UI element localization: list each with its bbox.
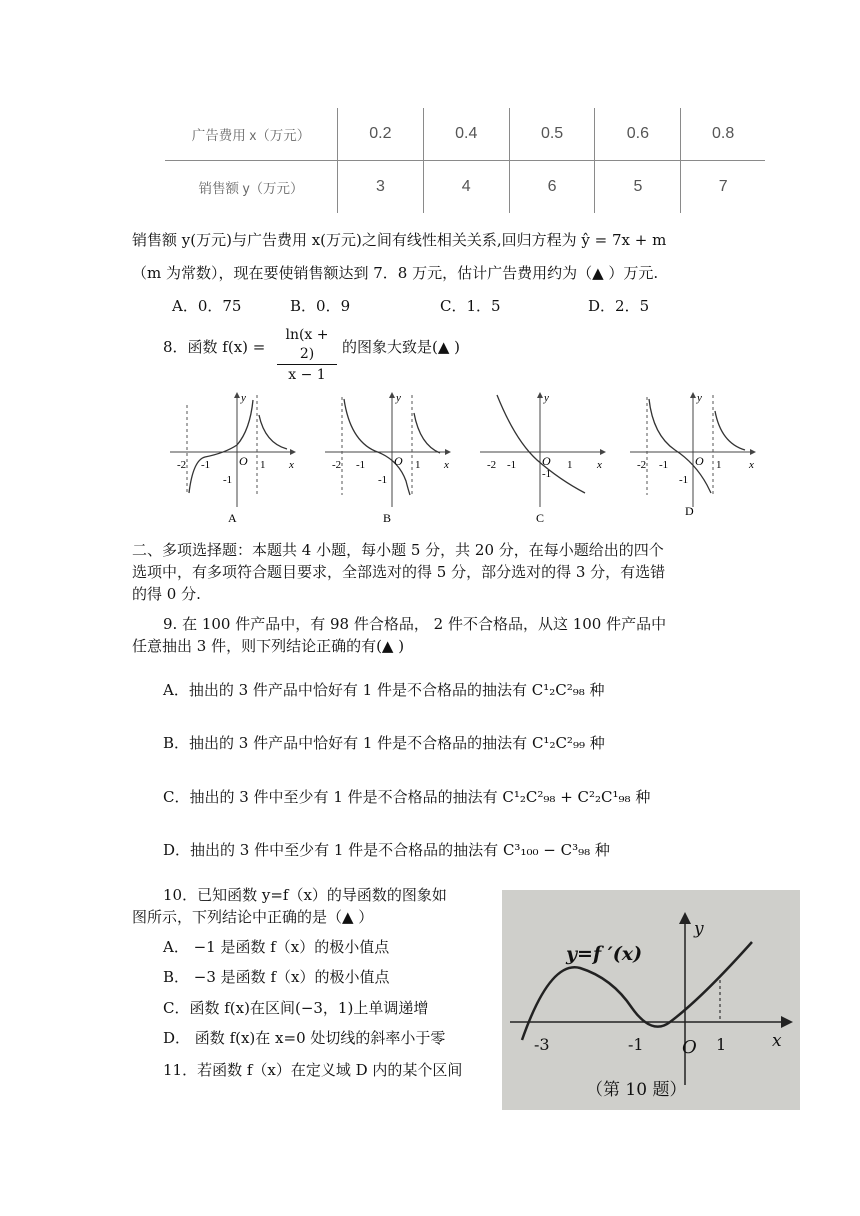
q10-line1: 10．已知函数 y=f（x）的导函数的图象如 — [163, 886, 447, 904]
q9-option-b: B．抽出的 3 件产品中恰好有 1 件是不合格品的抽法有 C¹₂C²₉₉ 种 — [163, 734, 605, 752]
q10-curve-label: y=f ′(x) — [566, 943, 643, 965]
graph-d — [630, 392, 754, 518]
q7-option-a: A．0．75 — [172, 297, 242, 315]
table-row-header: 销售额 y（万元） — [165, 161, 338, 214]
graph-a-label: A — [228, 511, 237, 525]
svg-text:-2: -2 — [487, 459, 497, 471]
q10-option-b: B． −3 是函数 f（x）的极小值点 — [163, 968, 390, 986]
table-cell: 7 — [681, 161, 765, 214]
graph-x-label: x — [289, 459, 294, 471]
table-row — [165, 161, 765, 214]
svg-text:-2: -2 — [332, 459, 342, 471]
graph-b — [325, 392, 449, 525]
svg-text:-1: -1 — [542, 468, 552, 480]
svg-text:x: x — [749, 459, 754, 471]
table-cell: 0.2 — [338, 108, 424, 161]
q10-origin-label: O — [682, 1037, 697, 1058]
q8-prefix: 8．函数 f(x) = — [163, 338, 266, 356]
graph-origin-label: O — [239, 454, 248, 468]
q7-option-b: B．0．9 — [290, 297, 351, 315]
q8-graphs — [165, 385, 765, 530]
table-row-header: 广告费用 x（万元） — [165, 108, 338, 161]
q10-tick-label: 1 — [716, 1035, 727, 1054]
q7-option-c: C．1．5 — [440, 297, 501, 315]
section2-line3: 的得 0 分. — [132, 585, 201, 603]
table-row — [165, 108, 765, 161]
graph-tick-label: -2 — [177, 459, 187, 471]
graph-d-label: D — [685, 504, 694, 518]
svg-text:-1: -1 — [507, 459, 517, 471]
svg-text:1: 1 — [415, 459, 421, 471]
graph-tick-label: -1 — [201, 459, 211, 471]
table-cell: 0.4 — [423, 108, 509, 161]
q9-line2: 任意抽出 3 件，则下列结论正确的有(▲ ) — [132, 637, 405, 655]
graph-c — [480, 392, 603, 525]
q10-tick-label: -1 — [628, 1035, 644, 1054]
graph-tick-label: 1 — [260, 459, 266, 471]
svg-text:y: y — [697, 392, 702, 404]
q8-suffix: 的图象大致是(▲ ) — [342, 338, 461, 356]
table-cell: 0.5 — [509, 108, 595, 161]
graph-y-label: y — [241, 392, 246, 404]
q10-tick-label: -3 — [534, 1035, 550, 1054]
svg-text:-2: -2 — [637, 459, 647, 471]
svg-text:-1: -1 — [659, 459, 669, 471]
q10-caption: （第 10 题） — [586, 1080, 687, 1100]
svg-text:-1: -1 — [679, 474, 689, 486]
section2-line2: 选项中，有多项符合题目要求，全部选对的得 5 分，部分选对的得 3 分，有选错 — [132, 563, 666, 581]
graph-a — [170, 392, 294, 525]
table-cell: 4 — [423, 161, 509, 214]
q10-option-d: D． 函数 f(x)在 x=0 处切线的斜率小于零 — [163, 1029, 446, 1047]
q10-figure — [502, 890, 800, 1110]
graph-ytick-label: -1 — [223, 474, 233, 486]
graph-c-label: C — [536, 511, 545, 525]
q10-option-c: C．函数 f(x)在区间(−3，1)上单调递增 — [163, 999, 429, 1017]
svg-text:x: x — [597, 459, 602, 471]
section2-line1: 二、多项选择题：本题共 4 小题，每小题 5 分，共 20 分，在每小题给出的四个 — [132, 541, 664, 559]
q9-option-c: C．抽出的 3 件中至少有 1 件是不合格品的抽法有 C¹₂C²₉₈ + C²₂C¹₉₈ 种 — [163, 788, 651, 806]
table-cell: 0.6 — [595, 108, 681, 161]
svg-text:y: y — [544, 392, 549, 404]
graph-b-label: B — [383, 511, 392, 525]
table-cell: 6 — [509, 161, 595, 214]
q10-option-a: A． −1 是函数 f（x）的极小值点 — [163, 938, 390, 956]
q9-option-d: D．抽出的 3 件中至少有 1 件是不合格品的抽法有 C³₁₀₀ − C³₉₈ 种 — [163, 841, 610, 859]
svg-text:y: y — [396, 392, 401, 404]
svg-text:O: O — [394, 454, 403, 468]
svg-text:1: 1 — [716, 459, 722, 471]
q7-line1: 销售额 y(万元)与广告费用 x(万元)之间有线性相关关系,回归方程为 ŷ = 7x + m — [132, 231, 667, 249]
q8-fraction — [277, 326, 337, 385]
q8-numerator: ln(x + 2) — [277, 326, 337, 365]
q9-line1: 9. 在 100 件产品中，有 98 件合格品， 2 件不合格品，从这 100 件产品中 — [163, 615, 667, 633]
q8-denominator: x − 1 — [288, 367, 326, 383]
svg-text:O: O — [695, 454, 704, 468]
table-cell: 0.8 — [681, 108, 765, 161]
data-table — [165, 108, 765, 213]
q10-x-label: x — [772, 1031, 782, 1051]
q9-option-a: A．抽出的 3 件产品中恰好有 1 件是不合格品的抽法有 C¹₂C²₉₈ 种 — [163, 681, 605, 699]
q10-figure-svg — [502, 890, 800, 1110]
svg-text:1: 1 — [567, 459, 573, 471]
svg-text:O: O — [542, 454, 551, 468]
table-cell: 5 — [595, 161, 681, 214]
q7-option-d: D．2．5 — [588, 297, 650, 315]
q7-line2: （m 为常数），现在要使销售额达到 7．8 万元，估计广告费用约为（▲ ）万元. — [132, 264, 659, 282]
svg-text:-1: -1 — [356, 459, 366, 471]
q8-graphs-svg — [165, 385, 765, 530]
q10-y-label: y — [694, 919, 704, 939]
q11-line1: 11．若函数 f（x）在定义域 D 内的某个区间 — [163, 1061, 463, 1079]
svg-text:x: x — [444, 459, 449, 471]
q10-line2: 图所示，下列结论中正确的是（▲ ） — [132, 908, 374, 926]
svg-text:-1: -1 — [378, 474, 388, 486]
table-cell: 3 — [338, 161, 424, 214]
